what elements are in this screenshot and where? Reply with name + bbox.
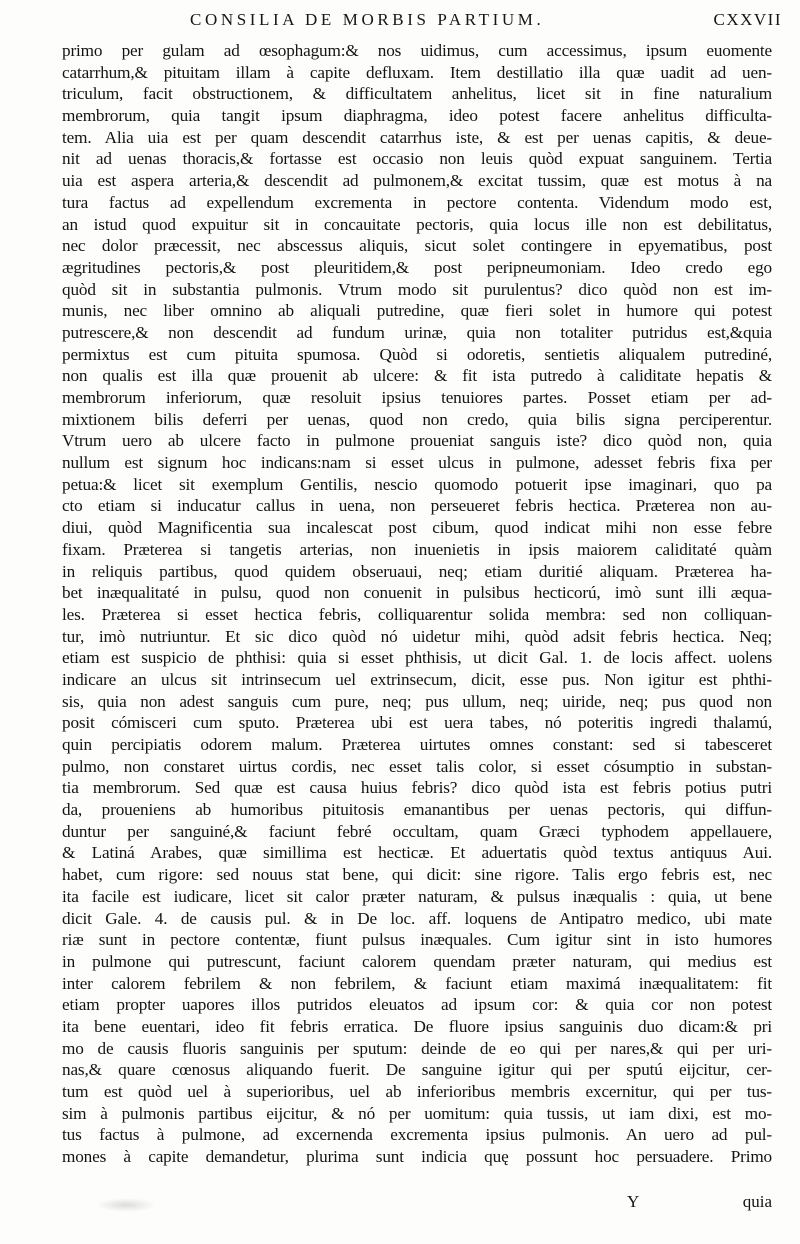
text-line: tus factus à pulmone, ad excernenda excrementa ipsius pulmonis. An uero ad pul- [62, 1125, 772, 1145]
text-line: ita facile est iudicare, licet sit calor præter naturam, & pulsus inæqualis : quia, ut bene [62, 886, 772, 906]
text-line: quin percipiatis odorem malum. Præterea uirtutes omnes constant: sed si tabesceret [62, 735, 772, 754]
text-line: & Latiná Arabes, quæ simillima est hecticæ. Et aduertatis quòd textus antiquus Aui. [62, 843, 772, 863]
text-line: nit ad uenas thoracis,& fortasse est occasio non leuis quòd expuat sanguinem. Tertia [62, 149, 772, 169]
text-line: ægritudines pectoris,& post pleuritidem,& post peripneumoniam. Ideo credo ego [62, 257, 772, 277]
text-line: tur, imò nutriuntur. Et sic dico quòd nó uidetur mihi, quòd adsit febris hectica. Neq; [62, 626, 772, 646]
text-line: in pulmone qui putrescunt, faciunt calorem quendam præter naturam, qui medius est [62, 951, 772, 971]
text-line: putrescere,& non descendit ad fundum urinæ, quia non totaliter putridus est,&quia [62, 322, 772, 342]
text-line: tia membrorum. Sed quæ est causa huius febris? dico quòd ista est febris potius putri [62, 778, 772, 798]
text-line: tura factus ad expellendum excrementa in pectore contenta. Videndum modo est, [62, 192, 772, 212]
text-line: inter calorem febrilem & non febrilem, & faciunt etiam maximá inæqualitatem: fit [62, 973, 772, 993]
text-line: nas,& quare cœnosus aliquando fuerit. De sanguine igitur qui per sputú eijcitur, cer- [62, 1060, 772, 1080]
text-line: petua:& licet sit exemplum Gentilis, nescio quomodo potuerit ipse imaginari, quo pa [62, 474, 772, 494]
body-text [62, 40, 772, 1208]
text-line: dicit Gale. 4. de causis pul. & in De loc. aff. loquens de Antipatro medico, ubi mate [62, 908, 772, 928]
signature-mark: Y [627, 1192, 640, 1211]
text-line: mixtionem bilis deferri per uenas, quod non credo, quia bilis signa perciperentur. [62, 409, 772, 429]
text-line: nec dolor præcessit, nec abscessus aliquis, sicut solet contingere in epyematibus, post [62, 236, 772, 256]
text-line: riæ sunt in pectore contentæ, fiunt pulsus inæquales. Cum igitur sint in isto humores [62, 930, 772, 950]
text-line: primo per gulam ad œsophagum:& nos uidimus, cum accessimus, ipsum euomente [62, 41, 772, 60]
text-line: Vtrum uero ab ulcere facto in pulmone proueniat sanguis iste? dico quòd non, quia [62, 431, 772, 451]
text-line: nullum est signum hoc indicans:nam si esset ulcus in pulmone, adesset febris fixa per [62, 453, 772, 473]
text-line: quòd sit in substantia pulmonis. Vtrum modo sit purulentus? dico quòd non est im- [62, 279, 772, 299]
text-line: membrorum inferiorum, quæ resoluit ipsius tenuiores partes. Posset etiam per ad- [62, 388, 772, 407]
text-line: an istud quod expuitur sit in concauitate pectoris, quia locus ille non est debilitatus, [62, 214, 772, 234]
text-line: ita bene euentari, ideo fit febris erratica. De fluore ipsius sanguinis duo dicam:& pri [62, 1016, 772, 1036]
folio-number: CXXVII [713, 10, 782, 29]
text-line: pulmo, non constaret uirtus cordis, nec esset talis color, si esset cósumptio in substan- [62, 756, 772, 776]
text-line: etiam propter uapores illos putridos eleuatos ad ipsum cor: & quia cor non potest [62, 995, 772, 1015]
text-line: posit cómisceri cum sputo. Præterea ubi est uera tabes, nó poteritis ingredi thalamú, [62, 713, 772, 733]
text-line: cto etiam si inducatur callus in uena, non perseueret febris hectica. Præterea non au- [62, 496, 772, 516]
text-line: membrorum, quia tangit ipsum diaphragma, ideo potest facere anhelitus difficulta- [62, 106, 772, 126]
text-line: habet, cum rigore: sed nouus stat bene, qui dicit: sine rigore. Talis ergo febris est, nec [62, 865, 772, 885]
text-line: munis, nec liber omnino ab aliquali putredine, quæ fieri solet in humore qui potest [62, 301, 772, 321]
catchword: quia [742, 1192, 772, 1211]
text-line: etiam est suspicio de phthisi: quia si esset phthisis, ut dicit Gal. 1. de locis affect. uolens [62, 648, 772, 668]
text-line: diui, quòd Magnificentia sua incalescat post cibum, quod indicat mihi non esse febre [62, 518, 772, 538]
text-line: duntur per sanguiné,& faciunt febré occultam, quam Græci typhodem appellauere, [62, 821, 772, 841]
text-line: bet inæqualitaté in pulsu, quod non conuenit in pulsibus hecticorú, imò sunt illi æqua- [62, 583, 772, 603]
text-line: indicare an ulcus sit intrinsecum uel extrinsecum, dicit, esse pus. Non igitur est phthi- [62, 669, 772, 689]
text-line: in reliquis partibus, quod quidem obseruaui, neq; etiam duritié aliquam. Præterea ha- [62, 561, 772, 581]
text-line: tum est quòd uel à superioribus, uel ab inferioribus membris excernitur, qui per tus- [62, 1082, 772, 1101]
text-line: uia est aspera arteria,& descendit ad pulmonem,& excitat tussim, quæ est motus à na [62, 171, 772, 191]
text-line: fixam. Præterea si tangetis arterias, non inuenietis in ipsis maiorem caliditaté quàm [62, 539, 772, 559]
text-line: les. Præterea si esset hectica febris, colliquarentur solida membra: sed non colliquan- [62, 604, 772, 624]
text-line: tem. Alia uia est per quam descendit catarrhus iste, & est per uenas capitis, & deue- [62, 127, 772, 147]
text-line: permixtus est cum pituita spumosa. Quòd si odoretis, sentietis aliqualem putrediné, [62, 344, 772, 364]
text-line: catarrhum,& pituitam illam à capite defluxam. Item destillatio illa quæ uadit ad uen- [62, 62, 772, 82]
text-line: da, proueniens ab humoribus pituitosis emanantibus per uenas pectoris, qui diffun- [62, 800, 772, 820]
text-line: non qualis est illa quæ prouenit ab ulcere: & fit ista putredo à caliditate hepatis & [62, 366, 772, 386]
text-line: triculum, facit obstructionem, & difficultatem anhelitus, licet sit in fine naturalium [62, 84, 772, 104]
page-header [60, 8, 788, 40]
running-head: CONSILIA DE MORBIS PARTIUM. [190, 10, 545, 29]
text-line: mones à capite demandetur, plurima sunt indicia quę possunt hoc persuadere. Primo [62, 1147, 772, 1167]
text-line: mo de causis fluoris sanguinis per sputum: deinde de eo qui per nares,& qui per uri- [62, 1038, 772, 1058]
text-line: sis, quia non adest sanguis cum pure, neq; pus ullum, neq; uiride, neq; pus quod non [62, 691, 772, 711]
page-footer [62, 1192, 772, 1218]
text-line: sim à pulmonis partibus eijcitur, & nó per uomitum: quia tussis, ut iam dixi, est mo- [62, 1103, 772, 1123]
